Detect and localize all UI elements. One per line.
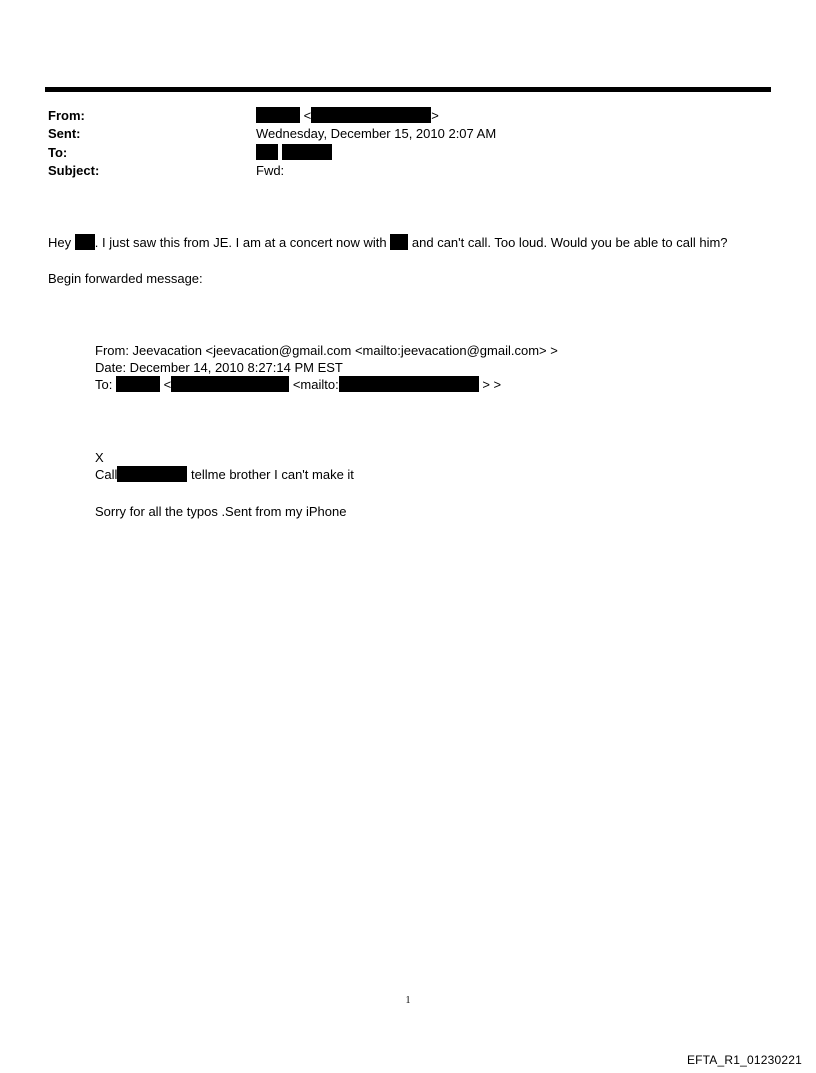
forwarded-date: Date: December 14, 2010 8:27:14 PM EST <box>95 360 343 375</box>
redaction-block <box>75 234 95 250</box>
redaction-block <box>256 144 278 160</box>
from-lt: < <box>303 108 312 123</box>
redaction-block <box>171 376 289 392</box>
redaction-block <box>116 376 160 392</box>
from-gt: > <box>431 108 439 123</box>
forwarded-to <box>95 376 501 393</box>
subject-label: Subject: <box>48 163 100 178</box>
forwarded-to-label: To: <box>95 377 113 392</box>
from-label: From: <box>48 108 85 123</box>
forwarded-to-mailto: <mailto: <box>292 377 339 392</box>
forwarded-signature: Sorry for all the typos .Sent from my iPhone <box>95 504 347 519</box>
forwarded-from: From: Jeevacation <jeevacation@gmail.com <mailto:jeevacation@gmail.com> > <box>95 343 558 358</box>
call-word: Call <box>95 467 118 482</box>
header-divider <box>45 87 771 92</box>
subject-value: Fwd: <box>256 163 285 178</box>
redaction-block <box>339 376 479 392</box>
redaction-block <box>256 107 300 123</box>
call-rest: tellme brother I can't make it <box>191 467 354 482</box>
redaction-block <box>390 234 408 250</box>
to-label: To: <box>48 145 68 160</box>
redaction-block <box>311 107 431 123</box>
forwarded-call-line <box>95 466 354 483</box>
message-line <box>48 234 728 252</box>
sent-label: Sent: <box>48 126 81 141</box>
document-id: EFTA_R1_01230221 <box>686 1053 802 1067</box>
forwarded-to-lt: < <box>163 377 172 392</box>
page-number: 1 <box>405 995 411 1006</box>
greeting: Hey <box>48 235 72 250</box>
begin-forwarded: Begin forwarded message: <box>48 271 203 286</box>
from-value <box>256 107 439 125</box>
redaction-block <box>282 144 332 160</box>
to-value <box>256 144 332 162</box>
message-part-2: and can't call. Too loud. Would you be able to call him? <box>411 235 728 250</box>
redaction-block <box>117 466 187 482</box>
sent-value: Wednesday, December 15, 2010 2:07 AM <box>256 126 497 141</box>
forwarded-to-end: > > <box>482 377 502 392</box>
forwarded-x: X <box>95 450 104 465</box>
message-part-1: . I just saw this from JE. I am at a concert now with <box>94 235 387 250</box>
